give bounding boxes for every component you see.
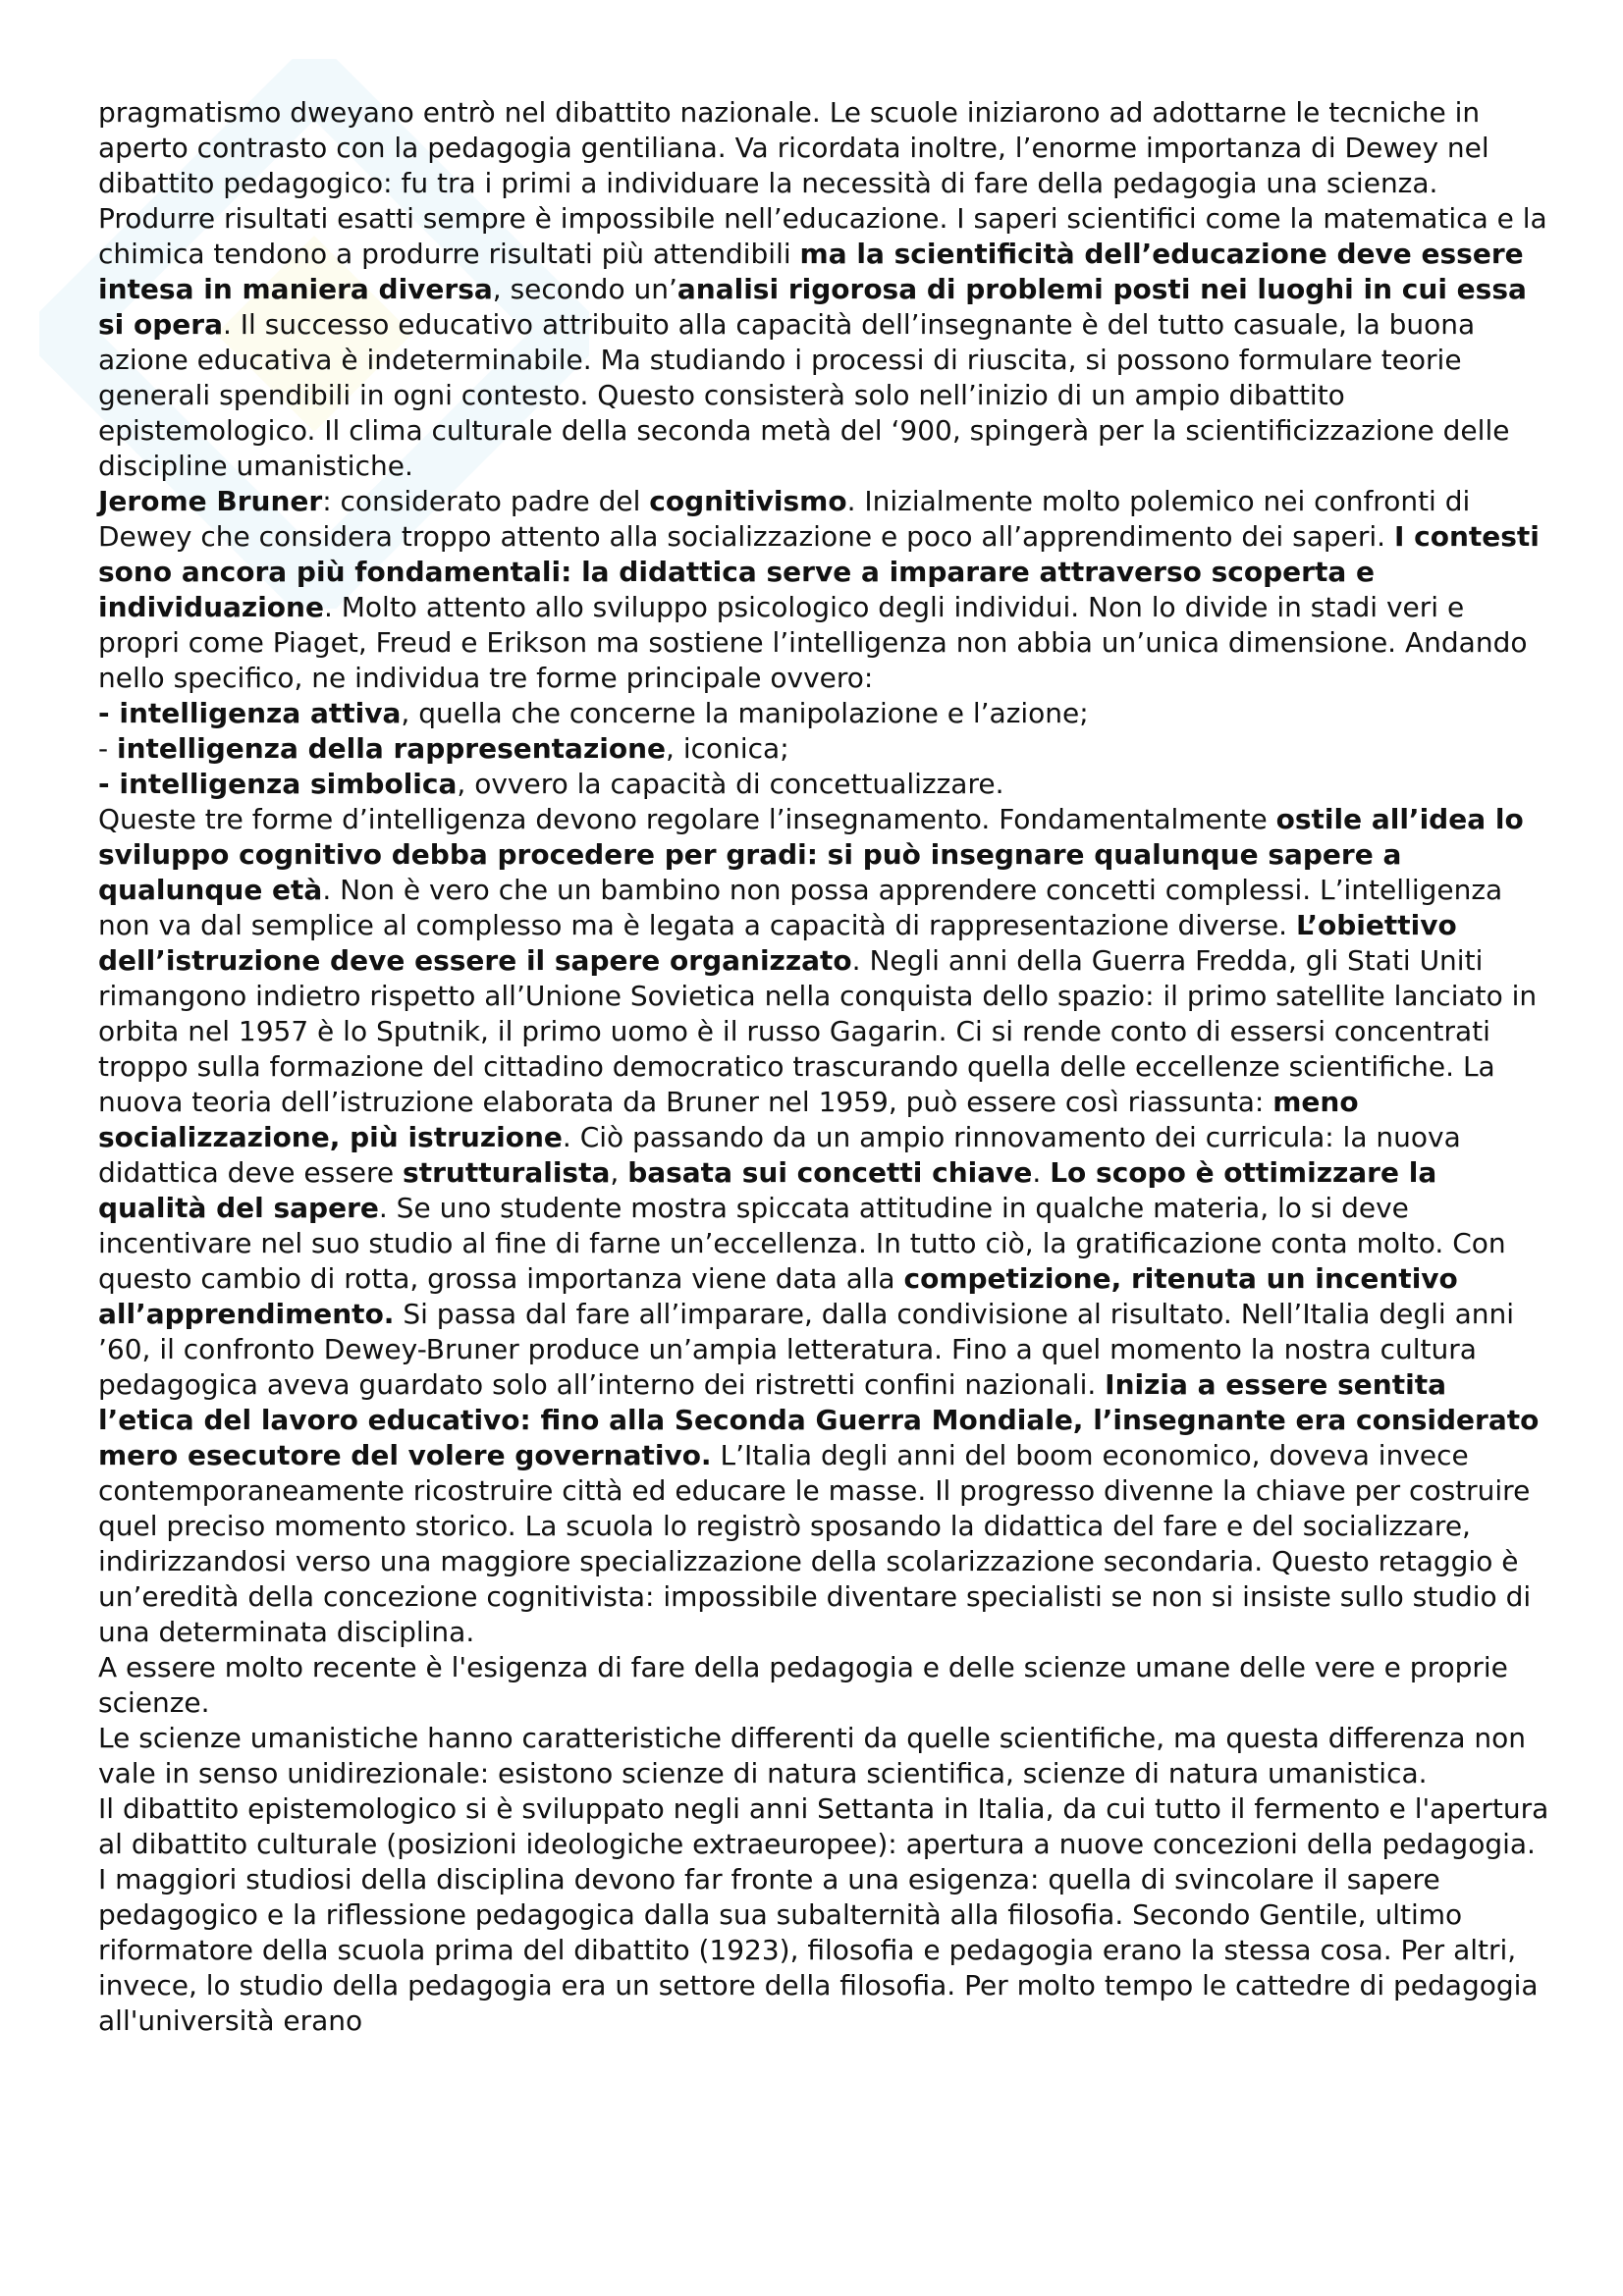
- text-run: : considerato padre del: [322, 485, 650, 517]
- paragraph: [98, 802, 1551, 1650]
- bold-text-run: I contesti sono ancora più fondamentali: la didattica serve a imparare attraverso scoperta e individuazione: [98, 520, 1540, 623]
- paragraph: [98, 731, 1551, 767]
- paragraph: [98, 1721, 1551, 1791]
- text-run: A essere molto recente è l'esigenza di fare della pedagogia e delle scienze umane delle vere e proprie scienze.: [98, 1651, 1508, 1719]
- text-run: . Non è vero che un bambino non possa apprendere concetti complessi. L’intelligenza non va dal semplice al complesso ma è legata a capacità di rappresentazione diverse.: [98, 874, 1503, 941]
- bold-text-run: basata sui concetti chiave: [627, 1156, 1033, 1189]
- text-run: . Inizialmente molto polemico nei confronti di Dewey che considera troppo attento alla socializzazione e poco all’apprendimento dei saperi.: [98, 485, 1471, 553]
- bold-text-run: analisi rigorosa di problemi posti nei luoghi in cui essa si opera: [98, 273, 1527, 341]
- text-run: , secondo un’: [492, 273, 677, 305]
- paragraph: [98, 484, 1551, 696]
- text-run: Il dibattito epistemologico si è sviluppato negli anni Settanta in Italia, da cui tutto il fermento e l'apertura al dibattito culturale (posizioni ideologiche extraeuropee): apertura a nuove concezioni della pedagogia. I maggiori studiosi della disciplina devono far fronte a una esigenza: quella di svincolare il sapere pedagogico e la riflessione pedagogica dalla sua subalternità alla filosofia. Secondo Gentile, ultimo riformatore della scuola prima del dibattito (1923), filosofia e pedagogia erano la stessa cosa. Per altri, invece, lo studio della pedagogia era un settore della filosofia. Per molto tempo le cattedre di pedagogia all'università erano: [98, 1792, 1549, 2037]
- paragraph: [98, 767, 1551, 802]
- bold-text-run: ostile all’idea lo sviluppo cognitivo debba procedere per gradi: si può insegnare qualunque sapere a qualunque età: [98, 803, 1524, 906]
- paragraph: [98, 1650, 1551, 1721]
- bold-text-run: intelligenza della rappresentazione: [117, 732, 667, 765]
- text-run: . Il successo educativo attribuito alla capacità dell’insegnante è del tutto casuale, la buona azione educativa è indeterminabile. Ma studiando i processi di riuscita, si possono formulare teorie generali spendibili in ogni contesto. Questo consisterà solo nell’inizio di un ampio dibattito epistemologico. Il clima culturale della seconda metà del ‘900, spingerà per la scientificizzazione delle discipline umanistiche.: [98, 308, 1510, 482]
- text-run: Si passa dal fare all’imparare, dalla condivisione al risultato. Nell’Italia degli anni ’60, il confronto Dewey-Bruner produce un’ampia letteratura. Fino a quel momento la nostra cultura pedagogica aveva guardato solo all’interno dei ristretti confini nazionali.: [98, 1298, 1514, 1401]
- bold-text-run: competizione, ritenuta un incentivo all’apprendimento.: [98, 1262, 1458, 1330]
- bold-text-run: L’obiettivo dell’istruzione deve essere il sapere organizzato: [98, 909, 1457, 977]
- bold-text-run: ma la scientificità dell’educazione deve essere intesa in maniera diversa: [98, 238, 1524, 305]
- bold-text-run: Inizia a essere sentita l’etica del lavoro educativo: fino alla Seconda Guerra Mondiale, l’insegnante era considerato mero esecutore del volere governativo.: [98, 1368, 1540, 1471]
- text-run: . Se uno studente mostra spiccata attitudine in qualche materia, lo si deve incentivare nel suo studio al fine di farne un’eccellenza. In tutto ciò, la gratificazione conta molto. Con questo cambio di rotta, grossa importanza viene data alla: [98, 1192, 1506, 1295]
- text-run: . Negli anni della Guerra Fredda, gli Stati Uniti rimangono indietro rispetto all’Unione Sovietica nella conquista dello spazio: il primo satellite lanciato in orbita nel 1957 è lo Sputnik, il primo uomo è il russo Gagarin. Ci si rende conto di essersi concentrati troppo sulla formazione del cittadino democratico trascurando quella delle eccellenze scientifiche. La nuova teoria dell’istruzione elaborata da Bruner nel 1959, può essere così riassunta:: [98, 944, 1538, 1118]
- paragraph: [98, 696, 1551, 731]
- text-run: pragmatismo dweyano entrò nel dibattito nazionale. Le scuole iniziarono ad adottarne le tecniche in aperto contrasto con la pedagogia gentiliana. Va ricordata inoltre, l’enorme importanza di Dewey nel dibattito pedagogico: fu tra i primi a individuare la necessità di fare della pedagogia una scienza. Produrre risultati esatti sempre è impossibile nell’educazione. I saperi scientifici come la matematica e la chimica tendono a produrre risultati più attendibili: [98, 96, 1547, 270]
- text-run: Queste tre forme d’intelligenza devono regolare l’insegnamento. Fondamentalmente: [98, 803, 1276, 835]
- bold-text-run: - intelligenza simbolica: [98, 768, 458, 800]
- paragraph: [98, 1791, 1551, 2039]
- text-run: Le scienze umanistiche hanno caratteristiche differenti da quelle scientifiche, ma questa differenza non vale in senso unidirezionale: esistono scienze di natura scientifica, scienze di natura umanistica.: [98, 1722, 1527, 1789]
- bold-text-run: meno socializzazione, più istruzione: [98, 1086, 1359, 1153]
- text-run: , iconica;: [666, 732, 789, 765]
- text-run: .: [1032, 1156, 1051, 1189]
- bold-text-run: Jerome Bruner: [98, 485, 323, 517]
- text-run: . Ciò passando da un ampio rinnovamento dei curricula: la nuova didattica deve essere: [98, 1121, 1461, 1189]
- bold-text-run: Lo scopo è ottimizzare la qualità del sapere: [98, 1156, 1437, 1224]
- text-run: . Molto attento allo sviluppo psicologico degli individui. Non lo divide in stadi veri e propri come Piaget, Freud e Erikson ma sostiene l’intelligenza non abbia un’unica dimensione. Andando nello specifico, ne individua tre forme principale ovvero:: [98, 591, 1528, 694]
- document-page: [98, 95, 1551, 2039]
- bold-text-run: cognitivismo: [649, 485, 847, 517]
- text-run: -: [98, 732, 118, 765]
- text-run: L’Italia degli anni del boom economico, doveva invece contemporaneamente ricostruire città ed educare le masse. Il progresso divenne la chiave per costruire quel preciso momento storico. La scuola lo registrò sposando la didattica del fare e del socializzare, indirizzandosi verso una maggiore specializzazione della scolarizzazione secondaria. Questo retaggio è un’eredità della concezione cognitivista: impossibile diventare specialisti se non si insiste sullo studio di una determinata disciplina.: [98, 1439, 1532, 1648]
- text-run: ,: [610, 1156, 628, 1189]
- bold-text-run: strutturalista: [403, 1156, 611, 1189]
- text-run: , quella che concerne la manipolazione e l’azione;: [401, 697, 1089, 729]
- text-run: , ovvero la capacità di concettualizzare.: [457, 768, 1004, 800]
- bold-text-run: - intelligenza attiva: [98, 697, 402, 729]
- paragraph: [98, 95, 1551, 484]
